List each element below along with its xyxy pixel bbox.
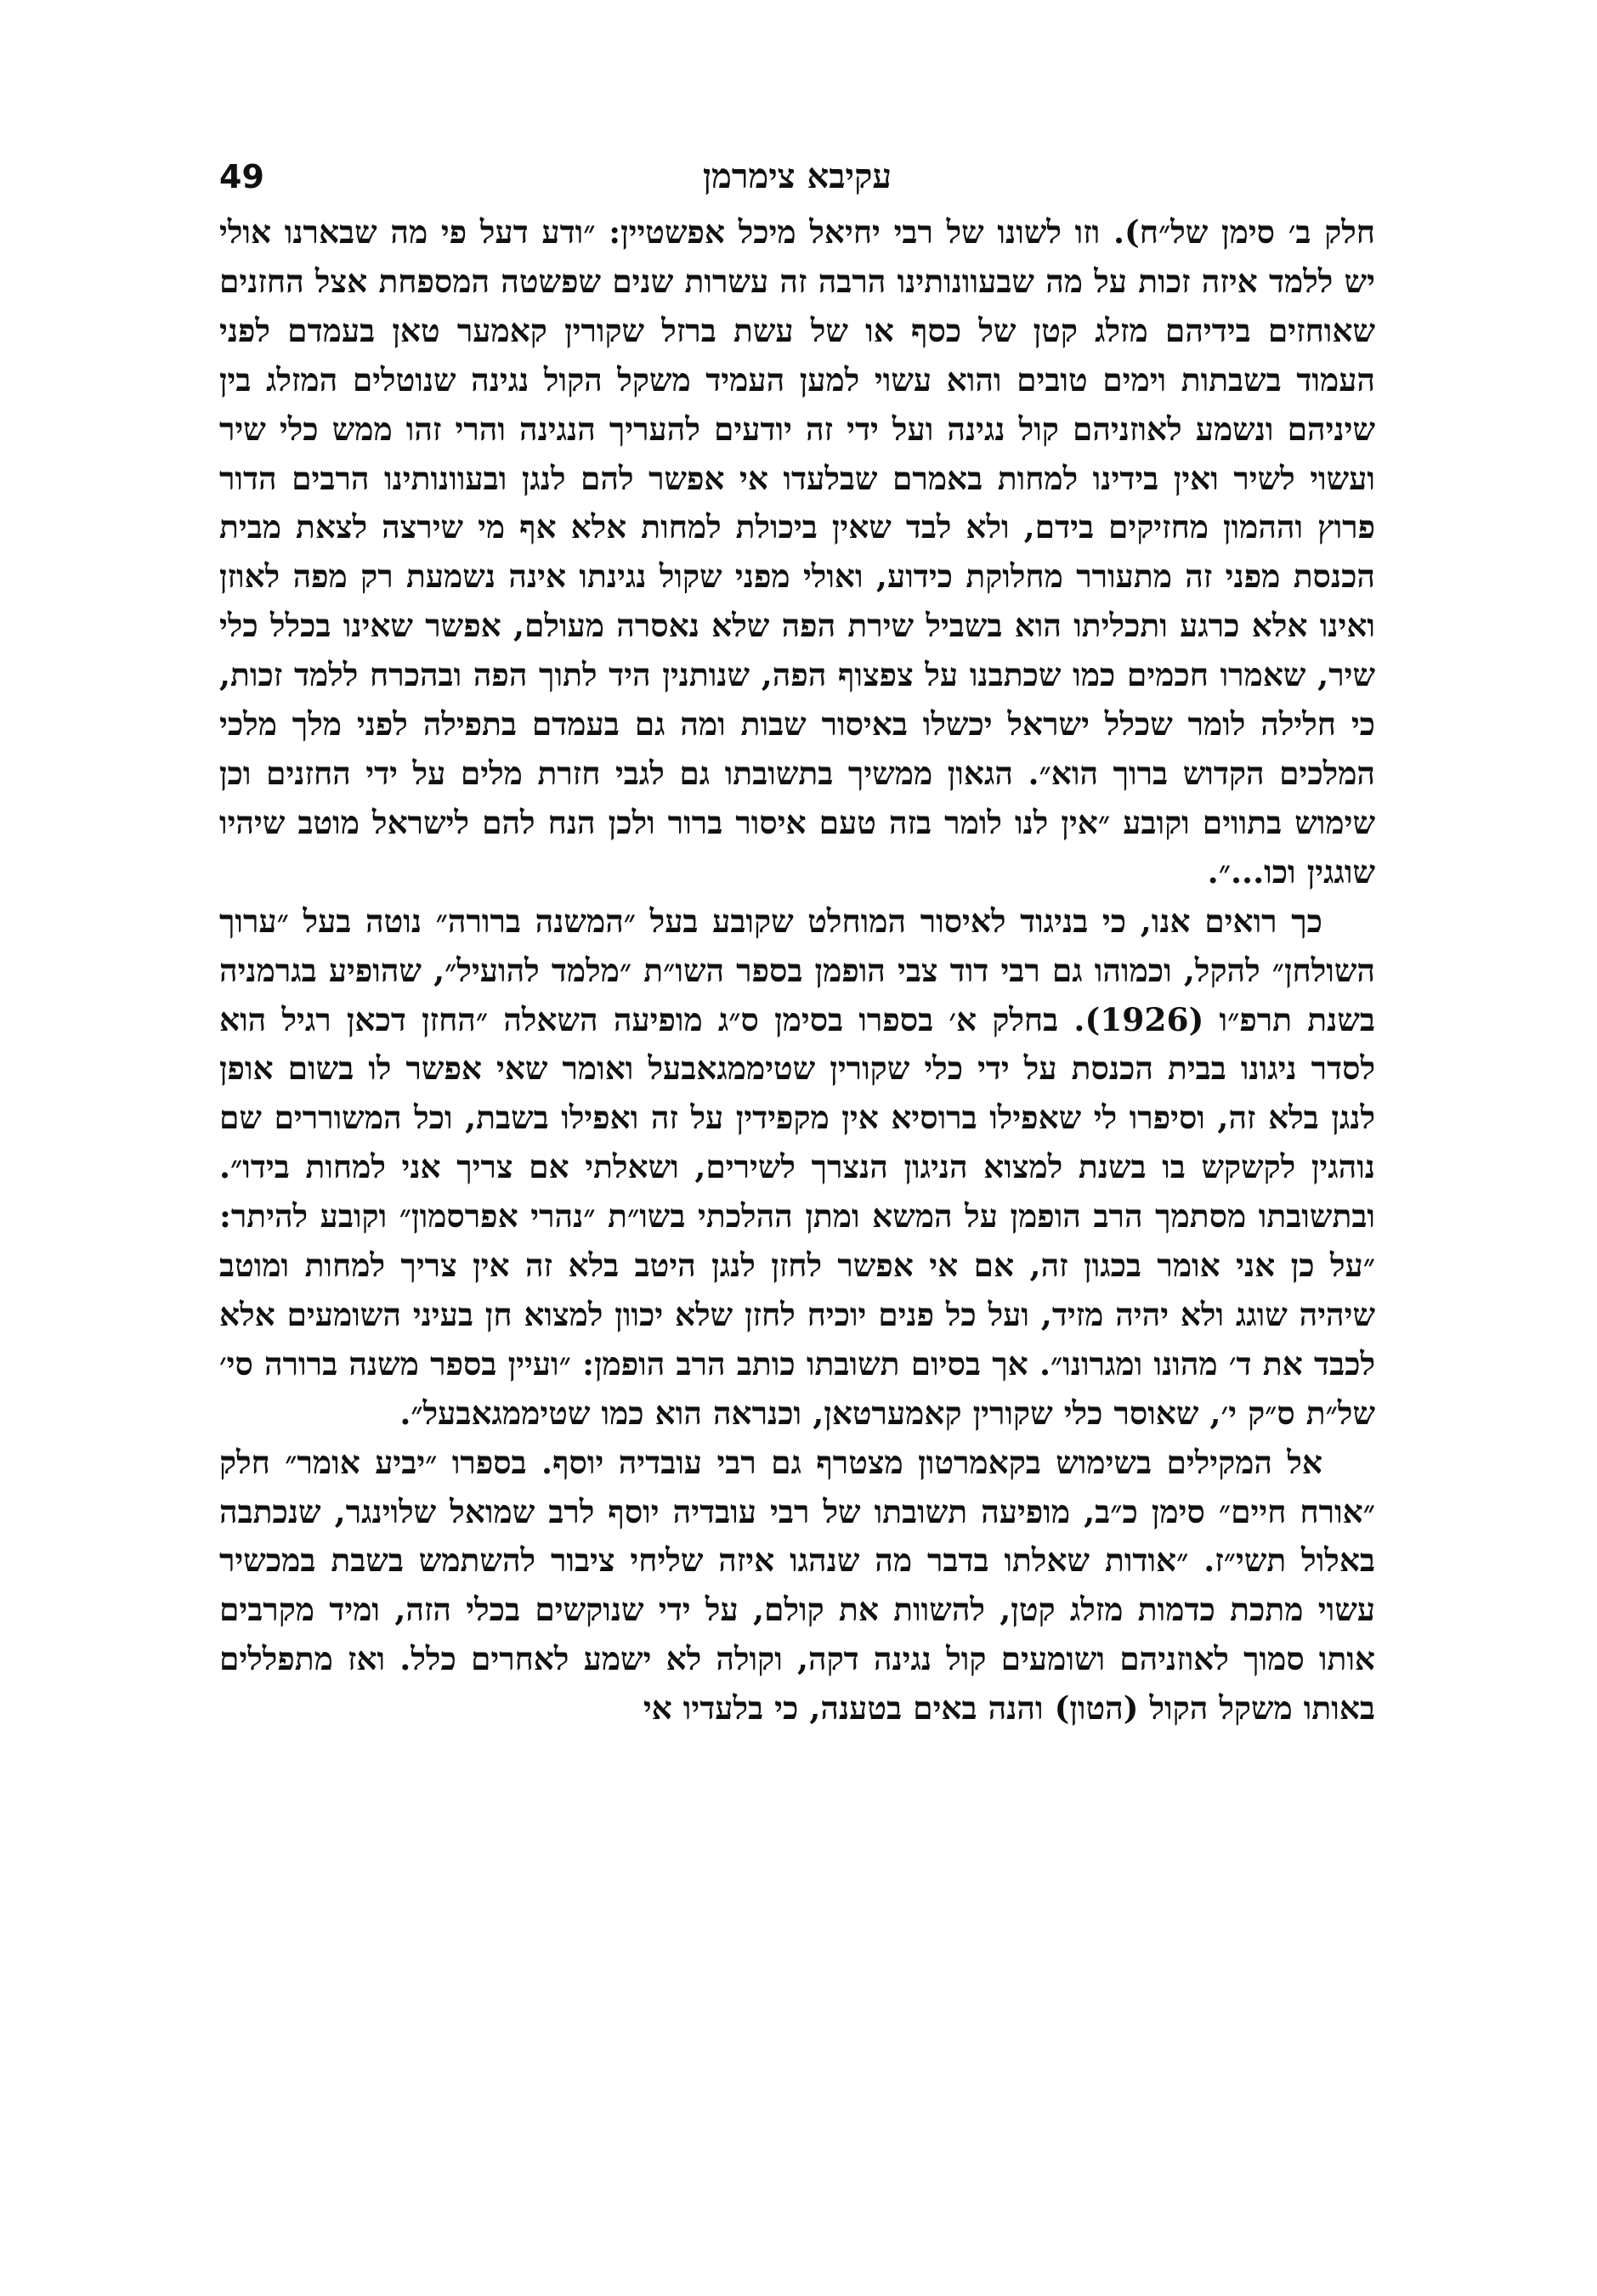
body-text [219,208,1375,1733]
paragraph-1: חלק ב׳ סימן של״ח). וזו לשונו של רבי יחיאל מיכל אפשטיין: ״ודע דעל פי מה שבארנו אולי יש ללמד איזה זכות על מה שבעוונותינו הרבה זה עשרות שנים שפשטה המספחת אצל החזנים שאוחזים בידיהם מזלג קטן של כסף או של עשת ברזל שקורין קאמער טאן בעמדם לפני העמוד בשבתות וימים טובים והוא עשוי למען העמיד משקל הקול נגינה שנוטלים המזלג בין שיניהם ונשמע לאוזניהם קול נגינה ועל ידי זה יודעים להעריך הנגינה והרי זהו ממש כלי שיר ועשוי לשיר ואין בידינו למחות באמרם שבלעדו אי אפשר להם לנגן ובעוונותינו הרבים הדור פרוץ וההמון מחזיקים בידם, ולא לבד שאין ביכולת למחות אלא אף מי שירצה לצאת מבית הכנסת מפני זה מתעורר מחלוקת כידוע, ואולי מפני שקול נגינתו אינה נשמעת רק מפה לאוזן ואינו אלא כרגע ותכליתו הוא בשביל שירת הפה שלא נאסרה מעולם, אפשר שאינו בכלל כלי שיר, שאמרו חכמים כמו שכתבנו על צפצוף הפה, שנותנין היד לתוך הפה ובהכרח ללמד זכות, כי חלילה לומר שכלל ישראל יכשלו באיסור שבות ומה גם בעמדם בתפילה לפני מלך מלכי המלכים הקדוש ברוך הוא״. הגאון ממשיך בתשובתו גם לגבי חזרת מלים על ידי החזנים וכן שימוש בתווים וקובע ״אין לנו לומר בזה טעם איסור ברור ולכן הנח להם לישראל מוטב שיהיו שוגגין וכו...״. [219,213,1375,891]
running-title: עקיבא צימרמן [702,156,892,196]
paragraph-3: אל המקילים בשימוש בקאמרטון מצטרף גם רבי עובדיה יוסף. בספרו ״יביע אומר״ חלק ״אורח חיים״ סימן כ״ב, מופיעה תשובתו של רבי עובדיה יוסף לרב שמואל שלוינגר, שנכתבה באלול תשי״ז. ״אודות שאלתו בדבר מה שנהגו איזה שליחי ציבור להשתמש בשבת במכשיר עשוי מתכת כדמות מזלג קטן, להשוות את קולם, על ידי שנוקשים בכלי הזה, ומיד מקרבים אותו סמוך לאוזניהם ושומעים קול נגינה דקה, וקולה לא ישמע לאחרים כלל. ואז מתפללים באותו משקל הקול (הטון) והנה באים בטענה, כי בלעדיו אי [219,1443,1375,1728]
running-header [219,151,1375,202]
page-number: 49 [219,158,264,195]
paragraph-2: כך רואים אנו, כי בניגוד לאיסור המוחלט שקובע בעל ״המשנה ברורה״ נוטה בעל ״ערוך השולחן״ להקל, וכמוהו גם רבי דוד צבי הופמן בספר השו״ת ״מלמד להועיל״, שהופיע בגרמניה בשנת תרפ״ו (1926). בחלק א׳ בספרו בסימן ס״ג מופיעה השאלה ״החזן דכאן רגיל הוא לסדר ניגונו בבית הכנסת על ידי כלי שקורין שטיממגאבעל ואומר שאי אפשר לו בשום אופן לנגן בלא זה, וסיפרו לי שאפילו ברוסיא אין מקפידין על זה ואפילו בשבת, וכל המשוררים שם נוהגין לקשקש בו בשנת למצוא הניגון הנצרך לשירים, ושאלתי אם צריך אני למחות בידו״. ובתשובתו מסתמך הרב הופמן על המשא ומתן ההלכתי בשו״ת ״נהרי אפרסמון״ וקובע להיתר: ״על כן אני אומר בכגון זה, אם אי אפשר לחזן לנגן היטב בלא זה אין צריך למחות ומוטב שיהיה שוגג ולא יהיה מזיד, ועל כל פנים יוכיח לחזן שלא יכוון למצוא חן בעיני השומעים אלא לכבד את ד׳ מהונו ומגרונו״. אך בסיום תשובתו כותב הרב הופמן: ״ועיין בספר משנה ברורה סי׳ של״ת ס״ק י׳, שאוסר כלי שקורין קאמערטאן, וכנראה הוא כמו שטיממגאבעל״. [219,902,1375,1432]
